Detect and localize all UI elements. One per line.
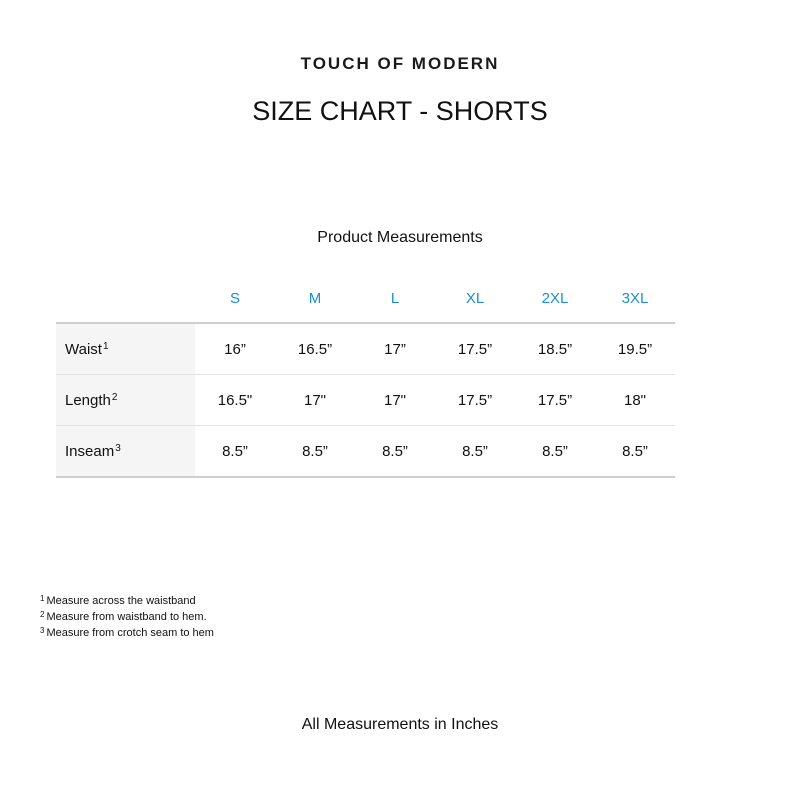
- table-cell: 16.5": [195, 375, 275, 426]
- units-note: All Measurements in Inches: [301, 716, 499, 733]
- row-label: [56, 375, 195, 426]
- table-cell: 17.5”: [435, 323, 515, 375]
- footnote-marker: 3: [40, 626, 45, 635]
- size-header: S: [195, 274, 275, 323]
- table-cell: 17": [275, 375, 355, 426]
- footnote-text: Measure from waistband to hem.: [46, 611, 207, 623]
- table-cell: 8.5”: [355, 426, 435, 478]
- size-header: 3XL: [595, 274, 675, 323]
- size-header: L: [355, 274, 435, 323]
- footnote-text: Measure from crotch seam to hem: [46, 627, 214, 639]
- footnote-marker: 3: [115, 442, 121, 454]
- table-cell: 8.5”: [195, 426, 275, 478]
- table-cell: 17.5”: [435, 375, 515, 426]
- header-corner: [56, 274, 195, 323]
- table-cell: 17": [355, 375, 435, 426]
- page-title: SIZE CHART - SHORTS: [252, 96, 548, 126]
- table-cell: 18": [595, 375, 675, 426]
- size-header: XL: [435, 274, 515, 323]
- table-row: [56, 375, 675, 426]
- row-label: [56, 426, 195, 478]
- table-cell: 8.5”: [275, 426, 355, 478]
- size-header: M: [275, 274, 355, 323]
- table-cell: 8.5”: [595, 426, 675, 478]
- table-cell: 19.5”: [595, 323, 675, 375]
- table-caption: Product Measurements: [317, 229, 483, 246]
- size-header: 2XL: [515, 274, 595, 323]
- brand-logo: TOUCH OF MODERN: [300, 54, 500, 73]
- size-header-row: [56, 274, 675, 323]
- table-cell: 8.5”: [515, 426, 595, 478]
- footnote-text: Measure across the waistband: [46, 595, 196, 607]
- table-cell: 17”: [355, 323, 435, 375]
- footnote: [40, 624, 214, 640]
- footnote-marker: 2: [40, 610, 45, 619]
- footnote: [40, 608, 214, 624]
- table-cell: 17.5”: [515, 375, 595, 426]
- footnote-marker: 2: [111, 391, 118, 403]
- row-label-text: Length: [65, 391, 111, 409]
- footnotes: [40, 592, 214, 640]
- footnote-marker: 1: [40, 594, 45, 603]
- table-cell: 16.5”: [275, 323, 355, 375]
- row-label-text: Inseam: [65, 442, 115, 460]
- table-cell: 16”: [195, 323, 275, 375]
- table-row: [56, 323, 675, 375]
- footnote-marker: 1: [102, 340, 109, 352]
- table-cell: 18.5”: [515, 323, 595, 375]
- row-label-text: Waist: [65, 340, 102, 358]
- size-table: [56, 274, 675, 478]
- row-label: [56, 323, 195, 375]
- table-cell: 8.5”: [435, 426, 515, 478]
- footnote: [40, 592, 214, 608]
- table-row: [56, 426, 675, 478]
